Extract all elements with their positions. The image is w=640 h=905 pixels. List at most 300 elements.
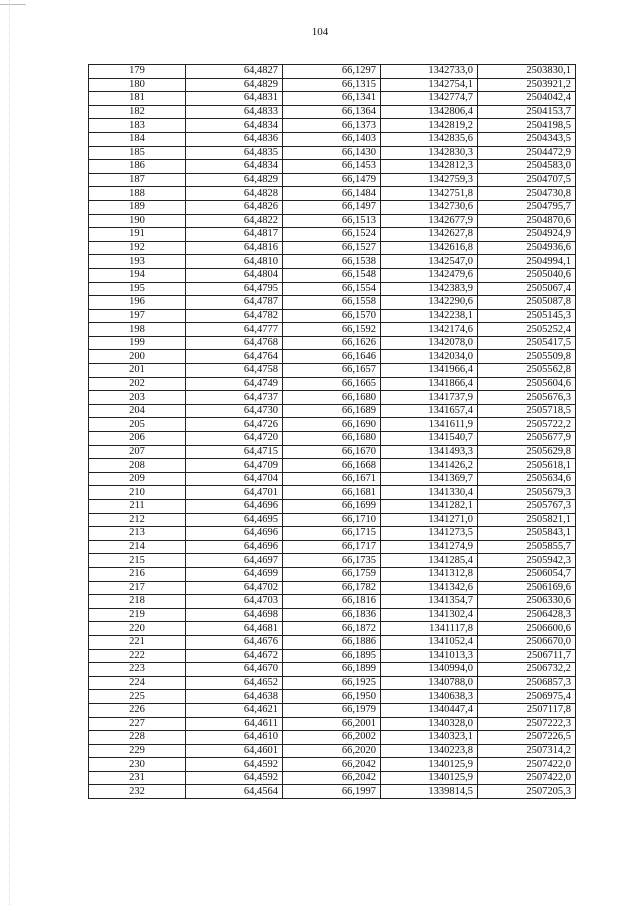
table-row [89, 160, 576, 174]
point-number-cell: 180 [89, 78, 186, 92]
point-number-cell: 227 [89, 717, 186, 731]
longitude-cell: 66,1554 [283, 282, 381, 296]
x-coordinate-cell: 1341285,4 [381, 554, 478, 568]
table-row [89, 432, 576, 446]
x-coordinate-cell: 1340323,1 [381, 731, 478, 745]
y-coordinate-cell: 2505417,5 [478, 336, 576, 350]
longitude-cell: 66,1527 [283, 241, 381, 255]
table-row [89, 418, 576, 432]
longitude-cell: 66,1538 [283, 255, 381, 269]
y-coordinate-cell: 2507117,8 [478, 703, 576, 717]
longitude-cell: 66,1690 [283, 418, 381, 432]
latitude-cell: 64,4834 [186, 160, 283, 174]
y-coordinate-cell: 2505676,3 [478, 391, 576, 405]
x-coordinate-cell: 1341282,1 [381, 500, 478, 514]
point-number-cell: 179 [89, 65, 186, 79]
longitude-cell: 66,1759 [283, 567, 381, 581]
table-row [89, 676, 576, 690]
y-coordinate-cell: 2505067,4 [478, 282, 576, 296]
y-coordinate-cell: 2505677,9 [478, 432, 576, 446]
latitude-cell: 64,4701 [186, 486, 283, 500]
point-number-cell: 218 [89, 595, 186, 609]
y-coordinate-cell: 2504730,8 [478, 187, 576, 201]
y-coordinate-cell: 2507222,3 [478, 717, 576, 731]
x-coordinate-cell: 1342806,4 [381, 105, 478, 119]
x-coordinate-cell: 1342759,3 [381, 173, 478, 187]
longitude-cell: 66,1715 [283, 527, 381, 541]
y-coordinate-cell: 2503830,1 [478, 65, 576, 79]
longitude-cell: 66,1497 [283, 200, 381, 214]
longitude-cell: 66,1997 [283, 785, 381, 799]
x-coordinate-cell: 1340994,0 [381, 663, 478, 677]
longitude-cell: 66,1735 [283, 554, 381, 568]
longitude-cell: 66,1592 [283, 323, 381, 337]
point-number-cell: 194 [89, 268, 186, 282]
longitude-cell: 66,1341 [283, 92, 381, 106]
y-coordinate-cell: 2505634,6 [478, 472, 576, 486]
table-row [89, 513, 576, 527]
longitude-cell: 66,1671 [283, 472, 381, 486]
latitude-cell: 64,4834 [186, 119, 283, 133]
point-number-cell: 217 [89, 581, 186, 595]
table-row [89, 187, 576, 201]
latitude-cell: 64,4592 [186, 758, 283, 772]
latitude-cell: 64,4698 [186, 608, 283, 622]
x-coordinate-cell: 1341657,4 [381, 404, 478, 418]
table-row [89, 241, 576, 255]
table-row [89, 309, 576, 323]
longitude-cell: 66,2042 [283, 771, 381, 785]
table-row [89, 296, 576, 310]
y-coordinate-cell: 2506330,6 [478, 595, 576, 609]
y-coordinate-cell: 2503921,2 [478, 78, 576, 92]
longitude-cell: 66,1453 [283, 160, 381, 174]
latitude-cell: 64,4795 [186, 282, 283, 296]
latitude-cell: 64,4601 [186, 744, 283, 758]
y-coordinate-cell: 2504870,6 [478, 214, 576, 228]
y-coordinate-cell: 2506732,2 [478, 663, 576, 677]
x-coordinate-cell: 1341312,8 [381, 567, 478, 581]
latitude-cell: 64,4621 [186, 703, 283, 717]
y-coordinate-cell: 2504472,9 [478, 146, 576, 160]
longitude-cell: 66,1364 [283, 105, 381, 119]
latitude-cell: 64,4715 [186, 445, 283, 459]
longitude-cell: 66,1689 [283, 404, 381, 418]
point-number-cell: 220 [89, 622, 186, 636]
point-number-cell: 207 [89, 445, 186, 459]
latitude-cell: 64,4831 [186, 92, 283, 106]
latitude-cell: 64,4720 [186, 432, 283, 446]
longitude-cell: 66,1403 [283, 132, 381, 146]
table-row [89, 472, 576, 486]
y-coordinate-cell: 2505942,3 [478, 554, 576, 568]
point-number-cell: 181 [89, 92, 186, 106]
y-coordinate-cell: 2506600,6 [478, 622, 576, 636]
latitude-cell: 64,4777 [186, 323, 283, 337]
latitude-cell: 64,4817 [186, 228, 283, 242]
y-coordinate-cell: 2504795,7 [478, 200, 576, 214]
table-row [89, 132, 576, 146]
point-number-cell: 187 [89, 173, 186, 187]
longitude-cell: 66,1315 [283, 78, 381, 92]
longitude-cell: 66,1657 [283, 364, 381, 378]
point-number-cell: 210 [89, 486, 186, 500]
longitude-cell: 66,1665 [283, 377, 381, 391]
y-coordinate-cell: 2506711,7 [478, 649, 576, 663]
y-coordinate-cell: 2506428,3 [478, 608, 576, 622]
longitude-cell: 66,1979 [283, 703, 381, 717]
latitude-cell: 64,4695 [186, 513, 283, 527]
table-row [89, 540, 576, 554]
x-coordinate-cell: 1341354,7 [381, 595, 478, 609]
table-row [89, 771, 576, 785]
x-coordinate-cell: 1342754,1 [381, 78, 478, 92]
point-number-cell: 189 [89, 200, 186, 214]
table-row [89, 268, 576, 282]
x-coordinate-cell: 1340328,0 [381, 717, 478, 731]
latitude-cell: 64,4826 [186, 200, 283, 214]
x-coordinate-cell: 1341302,4 [381, 608, 478, 622]
longitude-cell: 66,1430 [283, 146, 381, 160]
point-number-cell: 219 [89, 608, 186, 622]
x-coordinate-cell: 1342830,3 [381, 146, 478, 160]
y-coordinate-cell: 2505679,3 [478, 486, 576, 500]
point-number-cell: 195 [89, 282, 186, 296]
x-coordinate-cell: 1342290,6 [381, 296, 478, 310]
table-row [89, 622, 576, 636]
latitude-cell: 64,4696 [186, 540, 283, 554]
table-row [89, 758, 576, 772]
longitude-cell: 66,1670 [283, 445, 381, 459]
point-number-cell: 184 [89, 132, 186, 146]
table-row [89, 350, 576, 364]
point-number-cell: 206 [89, 432, 186, 446]
point-number-cell: 191 [89, 228, 186, 242]
latitude-cell: 64,4611 [186, 717, 283, 731]
point-number-cell: 230 [89, 758, 186, 772]
point-number-cell: 212 [89, 513, 186, 527]
y-coordinate-cell: 2504583,0 [478, 160, 576, 174]
y-coordinate-cell: 2505629,8 [478, 445, 576, 459]
latitude-cell: 64,4592 [186, 771, 283, 785]
x-coordinate-cell: 1341493,3 [381, 445, 478, 459]
y-coordinate-cell: 2505722,2 [478, 418, 576, 432]
table-row [89, 500, 576, 514]
x-coordinate-cell: 1341426,2 [381, 459, 478, 473]
table-row [89, 391, 576, 405]
longitude-cell: 66,1548 [283, 268, 381, 282]
longitude-cell: 66,1699 [283, 500, 381, 514]
x-coordinate-cell: 1342774,7 [381, 92, 478, 106]
latitude-cell: 64,4699 [186, 567, 283, 581]
y-coordinate-cell: 2505562,8 [478, 364, 576, 378]
latitude-cell: 64,4833 [186, 105, 283, 119]
table-row [89, 119, 576, 133]
longitude-cell: 66,1717 [283, 540, 381, 554]
x-coordinate-cell: 1340125,9 [381, 758, 478, 772]
table-row [89, 323, 576, 337]
table-row [89, 635, 576, 649]
latitude-cell: 64,4697 [186, 554, 283, 568]
latitude-cell: 64,4737 [186, 391, 283, 405]
page-number: 104 [311, 26, 329, 38]
longitude-cell: 66,1886 [283, 635, 381, 649]
point-number-cell: 186 [89, 160, 186, 174]
point-number-cell: 203 [89, 391, 186, 405]
x-coordinate-cell: 1341966,4 [381, 364, 478, 378]
y-coordinate-cell: 2505718,5 [478, 404, 576, 418]
longitude-cell: 66,1680 [283, 391, 381, 405]
point-number-cell: 196 [89, 296, 186, 310]
point-number-cell: 231 [89, 771, 186, 785]
longitude-cell: 66,1479 [283, 173, 381, 187]
longitude-cell: 66,2002 [283, 731, 381, 745]
point-number-cell: 190 [89, 214, 186, 228]
latitude-cell: 64,4652 [186, 676, 283, 690]
latitude-cell: 64,4610 [186, 731, 283, 745]
longitude-cell: 66,1680 [283, 432, 381, 446]
x-coordinate-cell: 1341273,5 [381, 527, 478, 541]
y-coordinate-cell: 2504042,4 [478, 92, 576, 106]
latitude-cell: 64,4768 [186, 336, 283, 350]
point-number-cell: 204 [89, 404, 186, 418]
table-row [89, 65, 576, 79]
x-coordinate-cell: 1339814,5 [381, 785, 478, 799]
point-number-cell: 202 [89, 377, 186, 391]
y-coordinate-cell: 2507422,0 [478, 771, 576, 785]
x-coordinate-cell: 1341271,0 [381, 513, 478, 527]
point-number-cell: 214 [89, 540, 186, 554]
x-coordinate-cell: 1342238,1 [381, 309, 478, 323]
y-coordinate-cell: 2504153,7 [478, 105, 576, 119]
y-coordinate-cell: 2505145,3 [478, 309, 576, 323]
latitude-cell: 64,4704 [186, 472, 283, 486]
latitude-cell: 64,4681 [186, 622, 283, 636]
x-coordinate-cell: 1341866,4 [381, 377, 478, 391]
table-row [89, 731, 576, 745]
point-number-cell: 188 [89, 187, 186, 201]
point-number-cell: 197 [89, 309, 186, 323]
longitude-cell: 66,1668 [283, 459, 381, 473]
x-coordinate-cell: 1342616,8 [381, 241, 478, 255]
y-coordinate-cell: 2507314,2 [478, 744, 576, 758]
latitude-cell: 64,4764 [186, 350, 283, 364]
table-row [89, 364, 576, 378]
table-row [89, 228, 576, 242]
point-number-cell: 216 [89, 567, 186, 581]
coordinates-table [88, 64, 576, 799]
table-row [89, 608, 576, 622]
table-row [89, 282, 576, 296]
table-row [89, 527, 576, 541]
latitude-cell: 64,4703 [186, 595, 283, 609]
longitude-cell: 66,2020 [283, 744, 381, 758]
latitude-cell: 64,4758 [186, 364, 283, 378]
latitude-cell: 64,4827 [186, 65, 283, 79]
point-number-cell: 209 [89, 472, 186, 486]
y-coordinate-cell: 2506169,6 [478, 581, 576, 595]
table-row [89, 78, 576, 92]
latitude-cell: 64,4822 [186, 214, 283, 228]
x-coordinate-cell: 1342812,3 [381, 160, 478, 174]
longitude-cell: 66,1297 [283, 65, 381, 79]
y-coordinate-cell: 2506054,7 [478, 567, 576, 581]
y-coordinate-cell: 2505040,6 [478, 268, 576, 282]
point-number-cell: 226 [89, 703, 186, 717]
latitude-cell: 64,4749 [186, 377, 283, 391]
x-coordinate-cell: 1341342,6 [381, 581, 478, 595]
x-coordinate-cell: 1342627,8 [381, 228, 478, 242]
point-number-cell: 211 [89, 500, 186, 514]
x-coordinate-cell: 1341611,9 [381, 418, 478, 432]
point-number-cell: 215 [89, 554, 186, 568]
longitude-cell: 66,2042 [283, 758, 381, 772]
x-coordinate-cell: 1342174,6 [381, 323, 478, 337]
table-row [89, 567, 576, 581]
x-coordinate-cell: 1341117,8 [381, 622, 478, 636]
longitude-cell: 66,1816 [283, 595, 381, 609]
latitude-cell: 64,4726 [186, 418, 283, 432]
point-number-cell: 221 [89, 635, 186, 649]
y-coordinate-cell: 2505821,1 [478, 513, 576, 527]
y-coordinate-cell: 2505843,1 [478, 527, 576, 541]
latitude-cell: 64,4696 [186, 500, 283, 514]
scan-edge-line [0, 0, 10, 905]
latitude-cell: 64,4835 [186, 146, 283, 160]
table-row [89, 785, 576, 799]
table-row [89, 146, 576, 160]
longitude-cell: 66,1558 [283, 296, 381, 310]
table-row [89, 663, 576, 677]
point-number-cell: 193 [89, 255, 186, 269]
latitude-cell: 64,4702 [186, 581, 283, 595]
table-row [89, 459, 576, 473]
scan-corner-mark [0, 4, 26, 5]
x-coordinate-cell: 1341540,7 [381, 432, 478, 446]
y-coordinate-cell: 2504198,5 [478, 119, 576, 133]
x-coordinate-cell: 1340125,9 [381, 771, 478, 785]
point-number-cell: 199 [89, 336, 186, 350]
x-coordinate-cell: 1341369,7 [381, 472, 478, 486]
latitude-cell: 64,4730 [186, 404, 283, 418]
latitude-cell: 64,4676 [186, 635, 283, 649]
point-number-cell: 205 [89, 418, 186, 432]
table-row [89, 377, 576, 391]
table-row [89, 214, 576, 228]
latitude-cell: 64,4782 [186, 309, 283, 323]
table-row [89, 445, 576, 459]
point-number-cell: 213 [89, 527, 186, 541]
point-number-cell: 201 [89, 364, 186, 378]
longitude-cell: 66,1646 [283, 350, 381, 364]
point-number-cell: 208 [89, 459, 186, 473]
latitude-cell: 64,4829 [186, 78, 283, 92]
point-number-cell: 182 [89, 105, 186, 119]
x-coordinate-cell: 1342835,6 [381, 132, 478, 146]
longitude-cell: 66,1524 [283, 228, 381, 242]
point-number-cell: 198 [89, 323, 186, 337]
table-row [89, 200, 576, 214]
table-row [89, 703, 576, 717]
point-number-cell: 232 [89, 785, 186, 799]
point-number-cell: 183 [89, 119, 186, 133]
y-coordinate-cell: 2507226,5 [478, 731, 576, 745]
table-row [89, 336, 576, 350]
y-coordinate-cell: 2505087,8 [478, 296, 576, 310]
table-row [89, 92, 576, 106]
y-coordinate-cell: 2507205,3 [478, 785, 576, 799]
table-row [89, 690, 576, 704]
y-coordinate-cell: 2504924,9 [478, 228, 576, 242]
y-coordinate-cell: 2505509,8 [478, 350, 576, 364]
longitude-cell: 66,1513 [283, 214, 381, 228]
table-row [89, 173, 576, 187]
x-coordinate-cell: 1342751,8 [381, 187, 478, 201]
table-row [89, 404, 576, 418]
latitude-cell: 64,4804 [186, 268, 283, 282]
latitude-cell: 64,4816 [186, 241, 283, 255]
latitude-cell: 64,4670 [186, 663, 283, 677]
longitude-cell: 66,1710 [283, 513, 381, 527]
latitude-cell: 64,4709 [186, 459, 283, 473]
longitude-cell: 66,1782 [283, 581, 381, 595]
table-row [89, 554, 576, 568]
y-coordinate-cell: 2505767,3 [478, 500, 576, 514]
point-number-cell: 225 [89, 690, 186, 704]
point-number-cell: 224 [89, 676, 186, 690]
x-coordinate-cell: 1342819,2 [381, 119, 478, 133]
x-coordinate-cell: 1341737,9 [381, 391, 478, 405]
x-coordinate-cell: 1340447,4 [381, 703, 478, 717]
table-row [89, 744, 576, 758]
y-coordinate-cell: 2507422,0 [478, 758, 576, 772]
latitude-cell: 64,4836 [186, 132, 283, 146]
longitude-cell: 66,1925 [283, 676, 381, 690]
y-coordinate-cell: 2504936,6 [478, 241, 576, 255]
table-row [89, 649, 576, 663]
point-number-cell: 229 [89, 744, 186, 758]
longitude-cell: 66,1373 [283, 119, 381, 133]
x-coordinate-cell: 1342733,0 [381, 65, 478, 79]
y-coordinate-cell: 2504343,5 [478, 132, 576, 146]
y-coordinate-cell: 2505604,6 [478, 377, 576, 391]
x-coordinate-cell: 1342677,9 [381, 214, 478, 228]
y-coordinate-cell: 2506857,3 [478, 676, 576, 690]
latitude-cell: 64,4672 [186, 649, 283, 663]
x-coordinate-cell: 1342034,0 [381, 350, 478, 364]
longitude-cell: 66,1950 [283, 690, 381, 704]
longitude-cell: 66,2001 [283, 717, 381, 731]
y-coordinate-cell: 2504994,1 [478, 255, 576, 269]
x-coordinate-cell: 1341013,3 [381, 649, 478, 663]
longitude-cell: 66,1570 [283, 309, 381, 323]
latitude-cell: 64,4828 [186, 187, 283, 201]
latitude-cell: 64,4638 [186, 690, 283, 704]
longitude-cell: 66,1484 [283, 187, 381, 201]
x-coordinate-cell: 1340638,3 [381, 690, 478, 704]
x-coordinate-cell: 1342479,6 [381, 268, 478, 282]
x-coordinate-cell: 1342547,0 [381, 255, 478, 269]
table-row [89, 105, 576, 119]
y-coordinate-cell: 2505252,4 [478, 323, 576, 337]
x-coordinate-cell: 1341330,4 [381, 486, 478, 500]
point-number-cell: 223 [89, 663, 186, 677]
x-coordinate-cell: 1342383,9 [381, 282, 478, 296]
y-coordinate-cell: 2505618,1 [478, 459, 576, 473]
longitude-cell: 66,1895 [283, 649, 381, 663]
latitude-cell: 64,4564 [186, 785, 283, 799]
x-coordinate-cell: 1340223,8 [381, 744, 478, 758]
